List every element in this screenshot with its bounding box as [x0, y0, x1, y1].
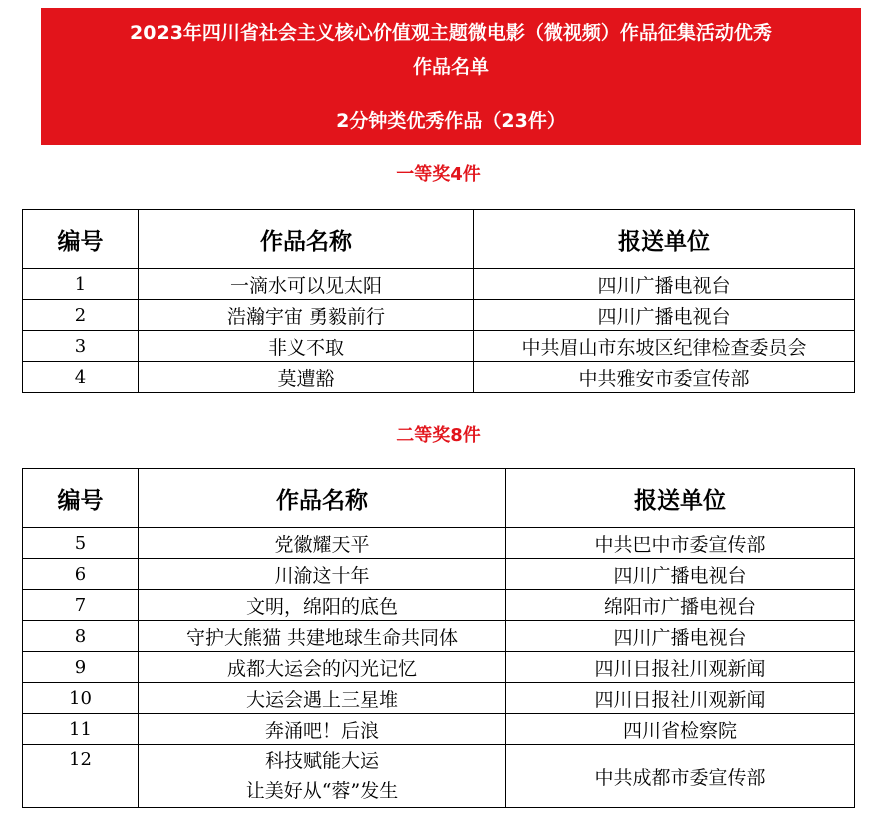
banner-title-line1: 2023年四川省社会主义核心价值观主题微电影（微视频）作品征集活动优秀: [130, 22, 772, 44]
row-number: 9: [23, 652, 139, 683]
row-title: [139, 745, 506, 808]
table-row: [23, 300, 855, 331]
header-number: 编号: [23, 210, 139, 269]
banner-subtitle: 2分钟类优秀作品（23件）: [336, 110, 566, 132]
section1-heading: 一等奖4件: [396, 164, 481, 185]
header-title: 作品名称: [139, 210, 474, 269]
row-number: 4: [23, 362, 139, 393]
table-header-row: [23, 210, 855, 269]
table-row: [23, 590, 855, 621]
row-number: 8: [23, 621, 139, 652]
row-number: 1: [23, 269, 139, 300]
row-unit: 四川广播电视台: [474, 269, 855, 300]
title-banner: [41, 8, 861, 145]
row-title: 奔涌吧！后浪: [139, 714, 506, 745]
row-unit: 绵阳市广播电视台: [506, 590, 855, 621]
row-number: 11: [23, 714, 139, 745]
row-number: 3: [23, 331, 139, 362]
header-unit: 报送单位: [474, 210, 855, 269]
row-title: 成都大运会的闪光记忆: [139, 652, 506, 683]
row-unit: 中共眉山市东坡区纪律检查委员会: [474, 331, 855, 362]
row-number: 6: [23, 559, 139, 590]
table-row: [23, 331, 855, 362]
row-unit: 四川广播电视台: [506, 621, 855, 652]
row-unit: 中共成都市委宣传部: [506, 745, 855, 808]
header-unit: 报送单位: [506, 469, 855, 528]
row-title: 文明，绵阳的底色: [139, 590, 506, 621]
row-title: 一滴水可以见太阳: [139, 269, 474, 300]
row-unit: 四川日报社川观新闻: [506, 652, 855, 683]
row-unit: 中共雅安市委宣传部: [474, 362, 855, 393]
row-title: 大运会遇上三星堆: [139, 683, 506, 714]
table-row: [23, 559, 855, 590]
table-row: [23, 528, 855, 559]
table-header-row: [23, 469, 855, 528]
table-row: [23, 621, 855, 652]
header-number: 编号: [23, 469, 139, 528]
row-title: 浩瀚宇宙 勇毅前行: [139, 300, 474, 331]
second-prize-table: [22, 468, 855, 808]
row-unit: 四川日报社川观新闻: [506, 683, 855, 714]
row-title: 非义不取: [139, 331, 474, 362]
table-row: [23, 362, 855, 393]
banner-title-line2: 作品名单: [412, 56, 489, 78]
row-unit: 四川广播电视台: [506, 559, 855, 590]
section2-heading: 二等奖8件: [396, 425, 481, 446]
row-unit: 四川省检察院: [506, 714, 855, 745]
table-row: [23, 745, 855, 808]
row-number: 12: [23, 745, 139, 808]
table-row: [23, 714, 855, 745]
row-title: 川渝这十年: [139, 559, 506, 590]
row-unit: 中共巴中市委宣传部: [506, 528, 855, 559]
row-title: 守护大熊猫 共建地球生命共同体: [139, 621, 506, 652]
header-title: 作品名称: [139, 469, 506, 528]
row-title: 党徽耀天平: [139, 528, 506, 559]
row-number: 2: [23, 300, 139, 331]
row-number: 7: [23, 590, 139, 621]
row-unit: 四川广播电视台: [474, 300, 855, 331]
row-title: 莫遭豁: [139, 362, 474, 393]
row-number: 10: [23, 683, 139, 714]
row-number: 5: [23, 528, 139, 559]
table-row: [23, 269, 855, 300]
row-title-line2: 让美好从“蓉”发生: [245, 780, 399, 802]
table-row: [23, 652, 855, 683]
table-row: [23, 683, 855, 714]
row-title-line1: 科技赋能大运: [264, 750, 379, 772]
first-prize-table: [22, 209, 855, 393]
